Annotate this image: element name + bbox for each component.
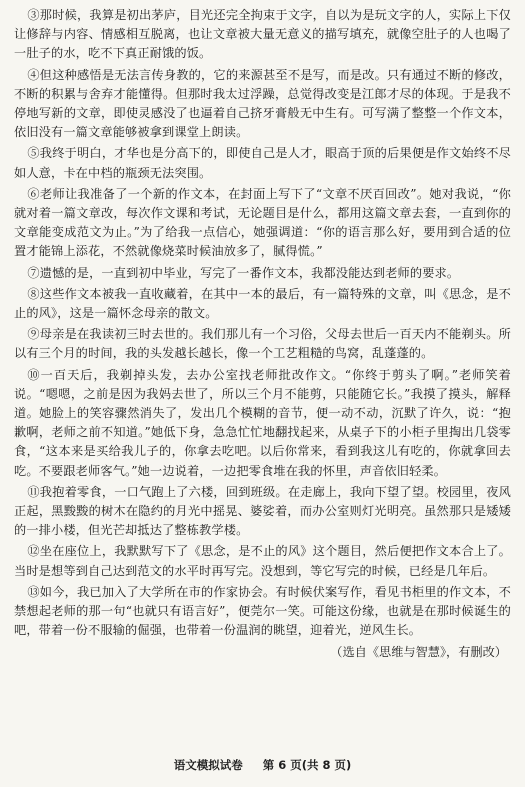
- paragraph-4: ④但这种感悟是无法言传身教的，它的来源甚至不是写，而是改。只有通过不断的修改，不断的积累与舍弃才能懂得。但那时我太过浮躁，总觉得改变是江郎才尽的体现。于是我不停地写新的文章，即使灵感没了也逼着自己挤牙膏般无中生有。可写满了整整一个作文本，依旧没有一篇文章能够被拿到课堂上朗读。: [14, 67, 511, 140]
- paragraph-3: ③那时候，我算是初出茅庐，目光还完全拘束于文字，自以为是玩文字的人，实际上下仅让修辞与内容、情感相互脱离，也让文章被大量无意义的描写填充，就像空肚子的人也喝了一肚子的水，吃不下真正耐饿的饭。: [14, 8, 511, 61]
- paragraph-7: ⑦遗憾的是，一直到初中毕业，写完了一番作文本，我都没能达到老师的要求。: [27, 265, 460, 280]
- paragraph-5: ⑤我终于明白，才华也是分高下的，即使自己是人才，眼高于顶的后果便是作文始终不尽如人意，卡在中档的瓶颈无法突围。: [14, 146, 511, 180]
- paragraph-12: ⑫坐在座位上，我默默写下了《思念，是不止的风》这个题目，然后便把作文本合上了。当时是想等到自己达到范文的水平时再写完。没想到，等它写完的时候，已经是几年后。: [14, 544, 511, 578]
- paragraph-8: ⑧这些作文本被我一直收藏着，在其中一本的最后，有一篇特殊的文章，叫《思念，是不止的风》，这是一篇怀念母亲的散文。: [14, 286, 511, 321]
- paragraph-6: ⑥老师让我准备了一个新的作文本，在封面上写下了“文章不厌百回改”。她对我说，“你就对着一篇文章改，每次作文课和考试，无论题目是什么，都用这篇文章去套，一直到你的文章能变成范文为止。”为了给我一点信心，她强调道：“你的语言那么好，要用到合适的位置才能锦上添花，不然就像烧菜时候油放多了，腻得慌。”: [14, 186, 511, 259]
- paragraph-10: ⑩一百天后，我剃掉头发，去办公室找老师批改作文。“你终于剪头了啊。”老师笑着说。“嗯嗯，之前是因为我妈去世了，所以三个月不能剪，只能随它长。”我摸了摸头，解释道。她脸上的笑容骤然消失了，发出几个模糊的音节，便一动不动，沉默了许久，说：“抱歉啊，老师之前不知道。”她低下身，急急忙忙地翻找起来，从桌子下的小柜子里掏出几袋零食，“这本来是买给我儿子的，你拿去吃吧。以后你常来，看到我这儿有吃的，你就拿回去吃。不要跟老师客气。”她一边说着，一边把零食堆在我的怀里，声音依旧轻柔。: [14, 367, 511, 478]
- page-footer: [0, 757, 525, 773]
- paragraph-11: ⑪我抱着零食，一口气跑上了六楼，回到班级。在走廊上，我向下望了望。校园里，夜风正起，黑黢黢的树木在隐约的月光中摇晃、婆娑着，而办公室则灯光明亮。虽然那只是矮矮的一排小楼，但光芒却抵达了整栋教学楼。: [14, 484, 511, 538]
- paragraph-9: ⑨母亲是在我读初三时去世的。我们那儿有一个习俗，父母去世后一百天内不能剃头。所以有三个月的时间，我的头发越长越长，像一个工艺粗糙的鸟窝，乱蓬蓬的。: [14, 327, 511, 361]
- footer-subject: 语文模拟试卷: [173, 758, 243, 772]
- source-citation: （选自《思维与智慧》，有删改）: [330, 644, 507, 659]
- paragraph-13: ⑬如今，我已加入了大学所在市的作家协会。有时候伏案写作，看见书柜里的作文本，不禁想起老师的那一句“也就只有语言好”，便莞尔一笑。可能这份缘，也就是在那时候诞生的吧，带着一份不服输的倔强，也带着一份温润的眺望，迎着光，逆风生长。: [14, 584, 511, 638]
- article-body: [14, 6, 511, 641]
- footer-page-number: 第 6 页(共 8 页): [262, 758, 352, 772]
